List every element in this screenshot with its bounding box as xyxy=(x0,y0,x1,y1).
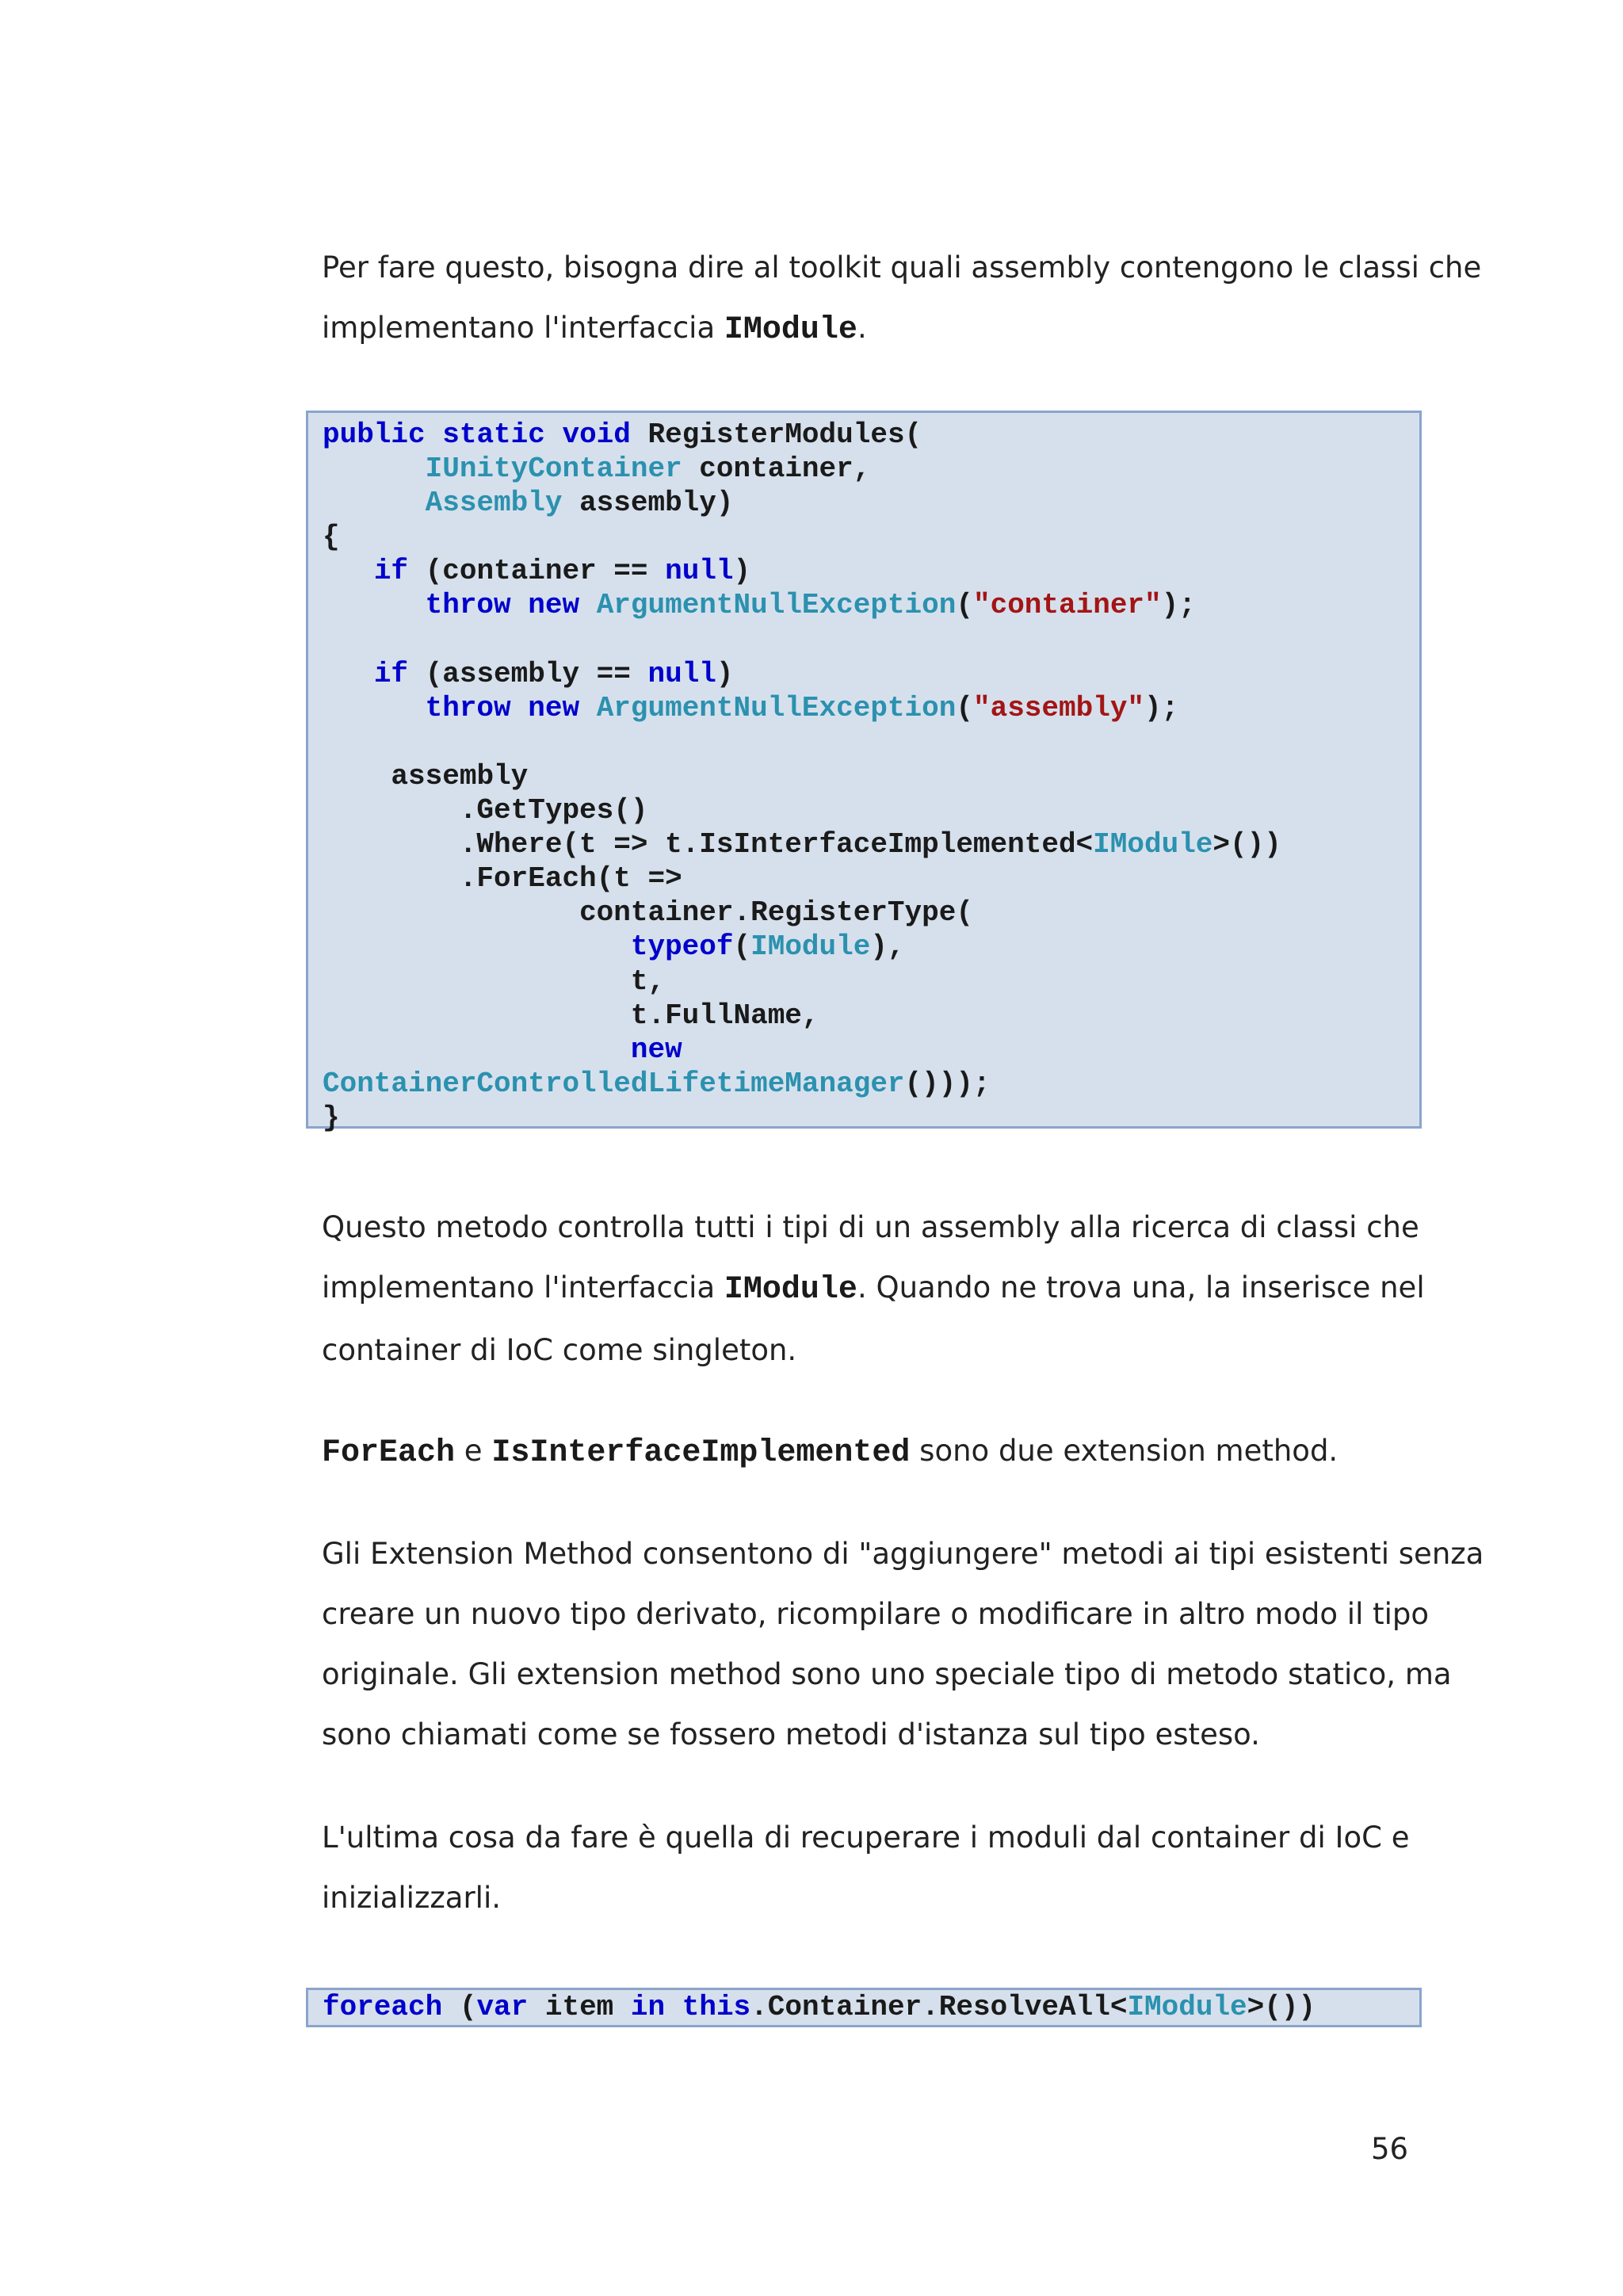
paragraph-line: Gli Extension Method consentono di "aggiungere" metodi ai tipi esistenti senza xyxy=(322,1537,1484,1571)
code-token: ( xyxy=(956,589,973,622)
code-block-register-modules xyxy=(306,411,1422,1134)
code-token: IModule xyxy=(1127,1991,1247,2023)
code-token: new xyxy=(630,1033,682,1066)
paragraph-line: Questo metodo controlla tutti i tipi di un assembly alla ricerca di classi che xyxy=(322,1210,1419,1244)
code-token: null xyxy=(665,555,734,588)
paragraph-line: Per fare questo, bisogna dire al toolkit quali assembly contengono le classi che xyxy=(322,250,1482,285)
code-token: "container" xyxy=(972,589,1162,622)
code-token: Assembly xyxy=(425,487,563,520)
paragraph-line: container di IoC come singleton. xyxy=(322,1333,797,1367)
paragraph-intro xyxy=(322,238,1482,361)
code-token: ( xyxy=(459,1991,477,2023)
code-token: ArgumentNullException xyxy=(596,589,957,622)
inline-code-isinterfaceimplemented: IsInterfaceImplemented xyxy=(491,1435,911,1471)
code-token: >()) xyxy=(1212,828,1281,861)
code-token: (assembly == xyxy=(425,657,631,690)
code-token: RegisterModules( xyxy=(647,418,922,451)
code-token: ArgumentNullException xyxy=(596,691,957,724)
code-token: public xyxy=(323,418,426,451)
code-token: IModule xyxy=(1093,828,1213,861)
code-token: ContainerControlledLifetimeManager xyxy=(323,1067,905,1100)
code-block-foreach xyxy=(306,1988,1422,2027)
code-token: >()) xyxy=(1247,1991,1316,2023)
text-fragment: . Quando ne trova una, la inserisce nel xyxy=(857,1270,1425,1305)
code-token: (container == xyxy=(425,555,648,588)
paragraph-method-description xyxy=(322,1198,1425,1381)
code-token: new xyxy=(528,589,580,622)
code-token: ); xyxy=(1144,691,1179,724)
code-token: ) xyxy=(716,657,734,690)
paragraph-line: creare un nuovo tipo derivato, ricompilare o modificare in altro modo il tipo xyxy=(322,1597,1430,1631)
code-token: IModule xyxy=(750,930,871,964)
code-listing xyxy=(323,1990,1419,2024)
code-token: assembly xyxy=(391,759,529,793)
paragraph-line xyxy=(322,1421,1407,1484)
code-token: var xyxy=(476,1991,529,2023)
code-token: t, xyxy=(630,965,666,998)
code-token: assembly) xyxy=(579,487,734,520)
paragraph-line xyxy=(322,1258,1425,1320)
inline-code-foreach: ForEach xyxy=(322,1435,456,1471)
paragraph-line: L'ultima cosa da fare è quella di recuperare i moduli dal container di IoC e xyxy=(322,1820,1410,1855)
code-token: this xyxy=(682,1991,751,2023)
code-token: t.FullName, xyxy=(630,999,819,1032)
page-number: 56 xyxy=(1371,2132,1409,2166)
code-token: foreach xyxy=(323,1991,443,2023)
code-token: container, xyxy=(699,453,871,486)
paragraph-line: sono chiamati come se fossero metodi d'istanza sul tipo esteso. xyxy=(322,1717,1260,1752)
code-token: throw xyxy=(425,691,511,724)
code-token: IUnityContainer xyxy=(425,453,682,486)
code-token: static xyxy=(442,418,545,451)
code-token: item xyxy=(544,1991,614,2023)
text-fragment: e xyxy=(455,1434,492,1468)
code-token: .GetTypes() xyxy=(459,794,648,827)
code-token: throw xyxy=(425,589,511,622)
text-fragment: implementano l'interfaccia xyxy=(322,1270,724,1305)
code-token: ( xyxy=(733,930,751,964)
inline-code-imodule: IModule xyxy=(724,1272,857,1308)
paragraph-extension-method-definition xyxy=(322,1524,1484,1765)
paragraph-line: originale. Gli extension method sono uno speciale tipo di metodo statico, ma xyxy=(322,1657,1452,1691)
code-token: .Where(t => t.IsInterfaceImplemented< xyxy=(459,828,1094,861)
code-token: new xyxy=(528,691,580,724)
code-listing xyxy=(323,418,1419,1135)
code-token: ); xyxy=(1161,589,1196,622)
code-token: void xyxy=(562,418,631,451)
code-token: ), xyxy=(870,930,905,964)
paragraph-last-step xyxy=(322,1808,1410,1928)
code-token: typeof xyxy=(630,930,734,964)
code-token: null xyxy=(647,657,716,690)
code-token: ) xyxy=(733,555,751,588)
code-token: in xyxy=(630,1991,666,2023)
text-fragment: implementano l'interfaccia xyxy=(322,311,724,345)
inline-code-imodule: IModule xyxy=(724,312,857,348)
code-token: if xyxy=(373,555,409,588)
text-fragment: . xyxy=(857,311,867,345)
code-token: ())); xyxy=(904,1067,991,1100)
code-token: "assembly" xyxy=(972,691,1145,724)
paragraph-line: inizializzarli. xyxy=(322,1881,501,1915)
paragraph-extension-methods xyxy=(322,1421,1407,1484)
code-token: { xyxy=(323,521,340,554)
paragraph-line xyxy=(322,298,1407,361)
code-token: ( xyxy=(956,691,973,724)
code-token: .ForEach(t => xyxy=(459,862,682,896)
code-token: container.RegisterType( xyxy=(579,896,973,930)
code-token: .Container.ResolveAll< xyxy=(750,1991,1128,2023)
code-token: if xyxy=(373,657,409,690)
text-fragment: sono due extension method. xyxy=(910,1434,1338,1468)
code-token: } xyxy=(323,1101,340,1134)
